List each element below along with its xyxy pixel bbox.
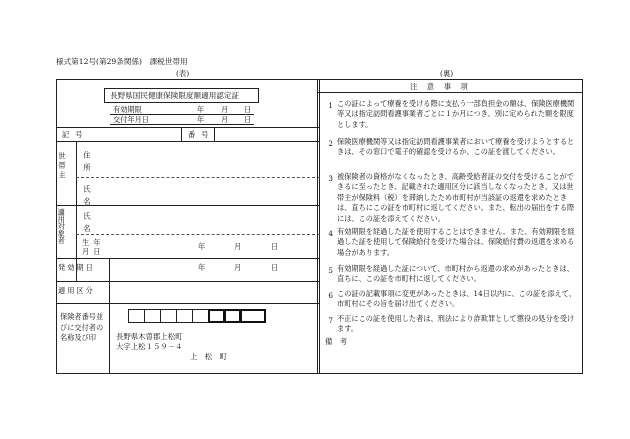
note-7-text: 不正にこの証を使用した者は、刑法により詐欺罪として懲役の処分を受けます。 — [337, 314, 575, 334]
back-side-label: (裏) — [440, 69, 454, 78]
divider-category-bottom — [56, 303, 320, 304]
kigo-label: 記号 — [62, 130, 89, 139]
household-head-label: 世帯主 — [57, 152, 67, 181]
note-2-text: 保険医療機関等又は指定訪問看護事業者において療養を受けようとするときは、その窓口で電子的確認を受けるか、この証を渡してください。 — [337, 137, 575, 157]
divider-kigo-bango — [181, 127, 182, 141]
applicant-name-label: 氏名 — [82, 212, 92, 237]
divider-insurer — [109, 303, 110, 374]
note-4-text: 有効期限を経過した証を使用することはできません。また、有効期限を経過した証を使用して保険給付を受けた場合は、保険給付費の返還を求める場合があります。 — [337, 227, 575, 257]
note-1-number: 1 — [328, 101, 333, 110]
insurer-number-box-5 — [192, 309, 209, 323]
insurer-label: 保険者番号並びに交付者の名称及び印 — [60, 312, 104, 342]
birth-date-label: 生年月日 — [82, 238, 105, 256]
validity-day: 日 — [244, 105, 252, 114]
notes-heading: 注 意 事 項 — [410, 82, 469, 91]
certificate-title: 長野県国民健康保険限度額適用認定証 — [110, 91, 240, 100]
note-7-number: 7 — [328, 316, 333, 325]
issue-date-label: 交付年月日 — [113, 115, 149, 124]
insurer-number-box-2 — [144, 309, 161, 323]
note-3-text: 被保険者の資格がなくなったとき、高齢受給者証の交付を受けることができるに至ったとき、記載された適用区分に該当しなくなったとき、又は世帯主が保険料（税）を滞納したため市町村が当該証の返還を求めたときは、直ちにこの証を市町村に返してください。また、転出の届出をする際には、この証を添えてください。 — [337, 172, 575, 223]
insurer-number-box-4 — [176, 309, 193, 323]
household-address-label: 住所 — [82, 151, 92, 176]
divider-household-bottom — [56, 205, 320, 206]
validity-month: 月 — [221, 105, 229, 114]
divider-kigo-bottom — [56, 141, 320, 142]
form-number-title: 様式第12号(第29条関係) 課税世帯用 — [56, 57, 188, 66]
category-label: 適用区分 — [58, 286, 95, 295]
household-name-label: 氏名 — [82, 185, 92, 210]
note-2-number: 2 — [328, 139, 333, 148]
effective-year: 年 — [198, 263, 206, 272]
birth-year: 年 — [198, 242, 206, 251]
note-5-text: 有効期限を経過した証について、市町村から返還の求めがあったときは、直ちに、この証を市町村に返してください。 — [337, 264, 574, 284]
issue-day: 日 — [244, 115, 252, 124]
issue-year: 年 — [197, 115, 205, 124]
effective-date-label: 発効期日 — [58, 263, 95, 272]
household-address-divider — [76, 177, 320, 178]
insurer-number-box-8 — [240, 309, 266, 323]
issue-underline — [110, 124, 254, 125]
effective-day: 日 — [271, 263, 279, 272]
divider-household-col — [76, 141, 77, 281]
front-side-label: (表) — [176, 69, 190, 78]
effective-month: 月 — [234, 263, 242, 272]
note-1-text: この証によって療養を受ける際に支払う一部負担金の額は、保険医療機関等又は指定訪問看護事業者ごとに１か月につき、別に定められた額を限度とします。 — [337, 99, 575, 129]
notes-heading-divider — [317, 92, 583, 93]
insurer-number-box-3 — [160, 309, 177, 323]
remarks-label: 備 考 — [325, 337, 348, 346]
note-5-number: 5 — [328, 266, 333, 275]
insurer-address-line-2: 大字上松１５９－４ — [116, 342, 183, 351]
divider-kigo-top — [56, 127, 320, 128]
insurer-name: 上 松 町 — [190, 352, 227, 361]
divider-applicant-bottom — [56, 258, 320, 259]
note-6-text: この証の記載事項に変更があったときは、14日以内に、この証を添えて、市町村にその旨を届け出てください。 — [337, 289, 576, 309]
note-4-number: 4 — [328, 229, 333, 238]
insurer-number-box-6 — [208, 309, 225, 323]
insurer-address-line-1: 長野県木曽郡上松町 — [116, 332, 183, 341]
insurer-number-box-7 — [224, 309, 241, 323]
validity-label: 有効期限 — [113, 105, 142, 114]
issue-month: 月 — [221, 115, 229, 124]
birth-day: 日 — [271, 242, 279, 251]
divider-bango-value — [214, 127, 215, 141]
bango-label: 番号 — [188, 130, 215, 139]
insurer-number-box-1 — [128, 309, 145, 323]
applicant-name-divider — [76, 234, 320, 235]
divider-effective-bottom — [56, 281, 320, 282]
note-3-number: 3 — [328, 174, 333, 183]
validity-year: 年 — [197, 105, 205, 114]
note-6-number: 6 — [328, 291, 333, 300]
birth-month: 月 — [234, 242, 242, 251]
applicant-label: 適用対象者 — [57, 208, 67, 244]
